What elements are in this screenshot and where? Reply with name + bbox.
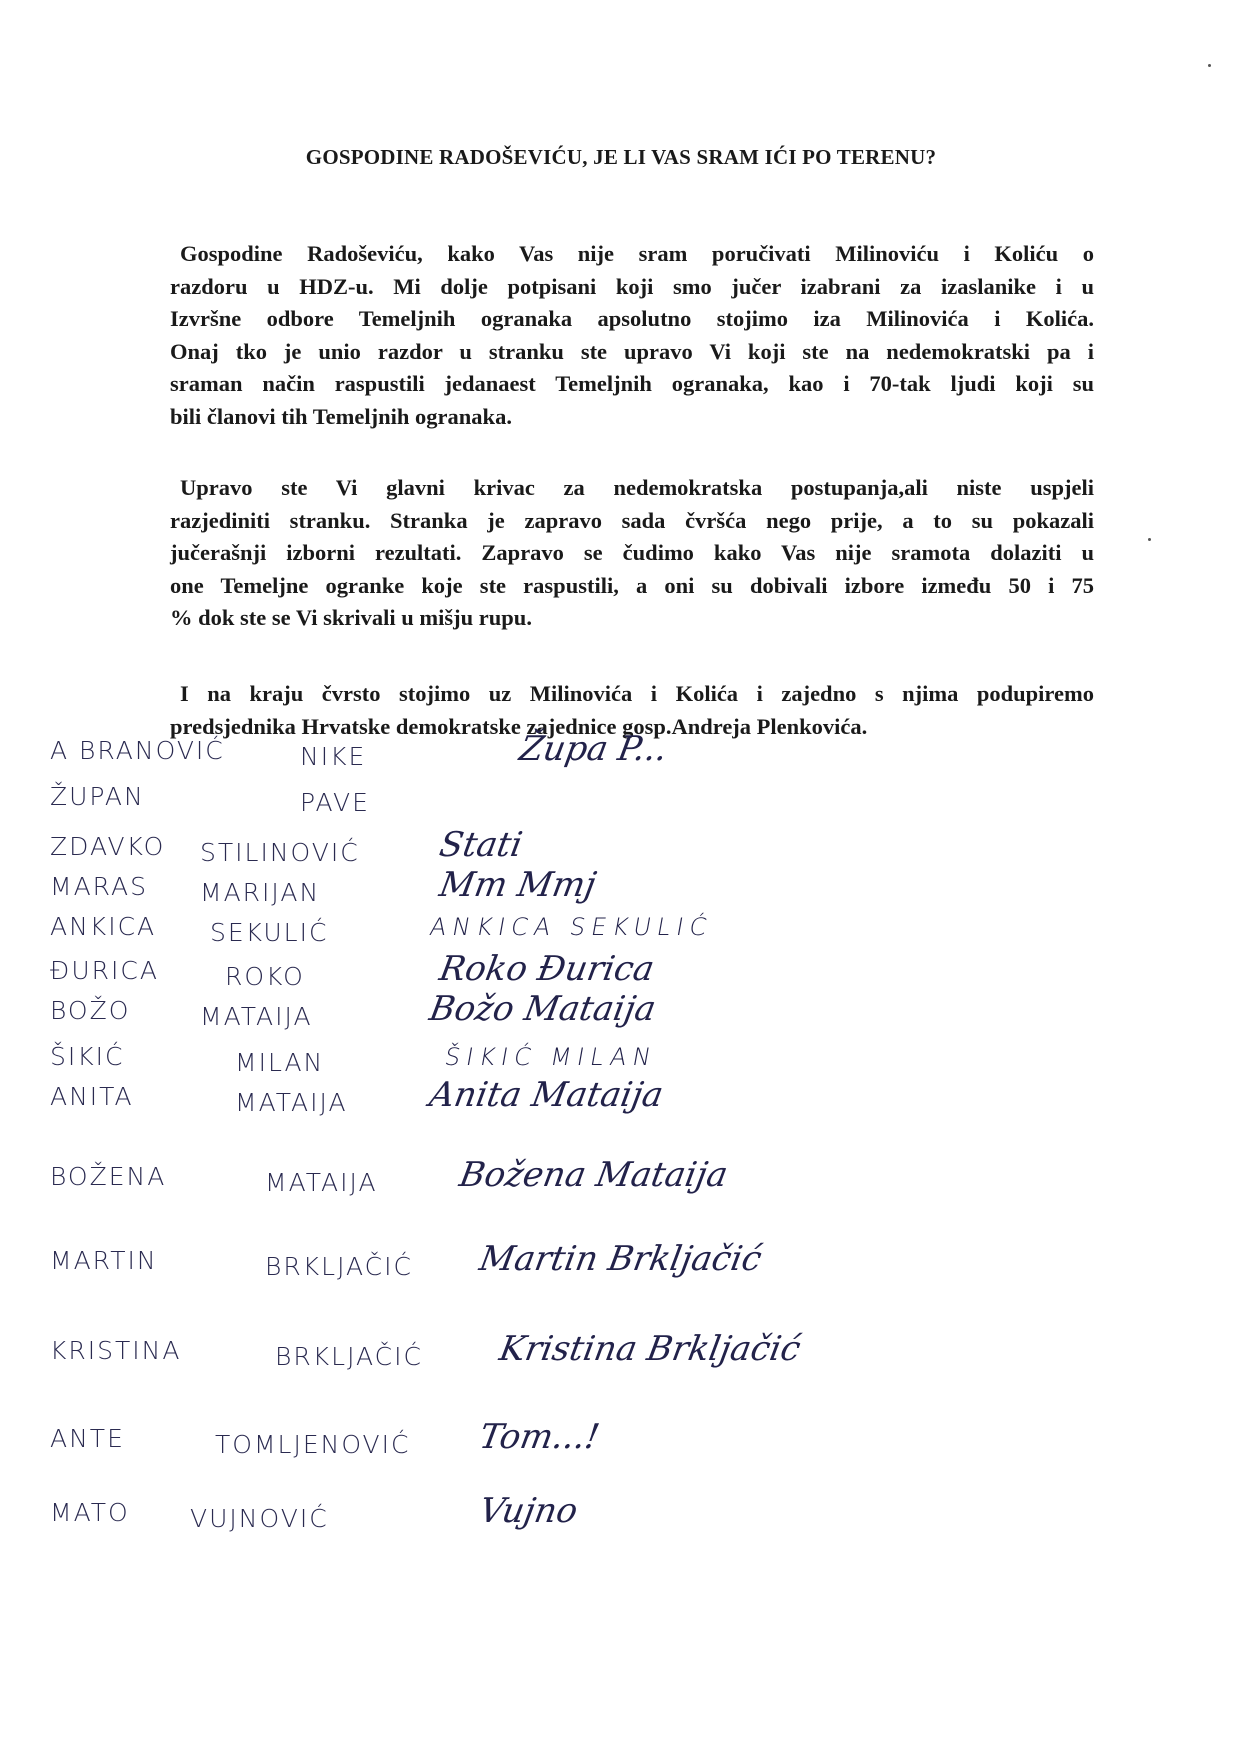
text-line: Upravo ste Vi glavni krivac za nedemokratska postupanja,ali niste uspjeli [180, 475, 1094, 500]
signatory-last-name: BRKLJAČIĆ [265, 1252, 413, 1281]
handwritten-signature: ŠIKIĆ MILAN [442, 1043, 660, 1071]
signatory-last-name: SEKULIĆ [210, 918, 329, 947]
signatory-first-name: A BRANOVIĆ [50, 736, 225, 765]
signatory-first-name: KRISTINA [50, 1336, 182, 1365]
text-line: Onaj tko je unio razdor u stranku ste upravo Vi koji ste na nedemokratski pa i [170, 338, 1094, 364]
text-line: I na kraju čvrsto stojimo uz Milinovića i Kolića i zajedno s njima podupiremo [180, 681, 1094, 706]
text-line: % dok ste se Vi skrivali u mišju rupu. [170, 605, 532, 630]
handwritten-signature: Župa P... [516, 729, 671, 769]
text-line: Gospodine Radoševiću, kako Vas nije sram poručivati Milinoviću i Koliću o [180, 241, 1094, 266]
signatory-last-name: MATAIJA [265, 1168, 378, 1197]
handwritten-signature: Božena Mataija [456, 1155, 731, 1195]
signatory-last-name: ROKO [225, 962, 305, 991]
text-line: sraman način raspustili jedanaest Temeljnih ogranaka, kao i 70-tak ljudi koji su [170, 371, 1094, 396]
text-line: razjediniti stranku. Stranka je zapravo sada čvršća nego prije, a to su pokazali [170, 507, 1094, 533]
paragraph-2 [170, 472, 1094, 635]
signatory-last-name: VUJNOVIĆ [190, 1504, 329, 1533]
signatory-first-name: MATO [50, 1498, 130, 1527]
signatory-first-name: ĐURICA [50, 956, 159, 985]
text-line: jučerašnji izborni rezultati. Zapravo se čudimo kako Vas nije sramota dolaziti u [170, 540, 1094, 565]
text-line: bili članovi tih Temeljnih ogranaka. [170, 403, 512, 429]
scan-speck [1148, 538, 1151, 541]
signatory-first-name: MARTIN [50, 1246, 158, 1275]
signatory-first-name: BOŽO [50, 996, 131, 1025]
handwritten-signature: Roko Đurica [436, 949, 658, 989]
scan-speck [1208, 64, 1211, 67]
signatory-last-name: TOMLJENOVIĆ [215, 1430, 411, 1459]
handwritten-signature: Kristina Brkljačić [496, 1329, 804, 1369]
signatory-first-name: ZDAVKO [50, 832, 166, 861]
signatory-last-name: MATAIJA [200, 1002, 313, 1031]
signatory-last-name: MILAN [235, 1048, 325, 1077]
signatory-first-name: ANKICA [50, 912, 157, 941]
text-line: one Temeljne ogranke koje ste raspustili, a oni su dobivali izbore između 50 i 75 [170, 572, 1094, 598]
text-line: razdoru u HDZ-u. Mi dolje potpisani koji smo jučer izabrani za izaslanike i u [170, 273, 1094, 299]
signatory-first-name: ŠIKIĆ [50, 1042, 125, 1071]
signatory-last-name: MARIJAN [200, 878, 321, 907]
handwritten-signature: Božo Mataija [426, 989, 659, 1029]
text-line: predsjednika Hrvatske demokratske zajednice gosp.Andreja Plenkovića. [170, 713, 868, 739]
document-title: GOSPODINE RADOŠEVIĆU, JE LI VAS SRAM IĆI PO TERENU? [305, 145, 937, 169]
signatory-first-name: ANTE [50, 1424, 125, 1453]
signatory-last-name: BRKLJAČIĆ [275, 1342, 423, 1371]
handwritten-signature: Stati [436, 825, 526, 865]
handwritten-signature: Tom...! [476, 1417, 603, 1457]
signatory-last-name: MATAIJA [235, 1088, 348, 1117]
signatory-last-name: STILINOVIĆ [200, 838, 360, 867]
handwritten-signature: Anita Mataija [426, 1075, 667, 1115]
handwritten-signature: Vujno [476, 1491, 581, 1531]
signatory-last-name: NIKE [300, 742, 367, 771]
signatory-first-name: ŽUPAN [50, 782, 145, 811]
text-line: Izvršne odbore Temeljnih ogranaka apsolutno stojimo iza Milinovića i Kolića. [170, 306, 1094, 331]
handwritten-signature: ANKICA SEKULIĆ [427, 913, 715, 941]
paragraph-1 [170, 238, 1094, 433]
signatory-first-name: MARAS [50, 872, 149, 901]
signatory-first-name: ANITA [50, 1082, 134, 1111]
signatory-first-name: BOŽENA [50, 1162, 167, 1191]
handwritten-signature: Mm Mmj [436, 865, 599, 905]
handwritten-signature: Martin Brkljačić [476, 1239, 765, 1279]
signatory-last-name: PAVE [300, 788, 370, 817]
